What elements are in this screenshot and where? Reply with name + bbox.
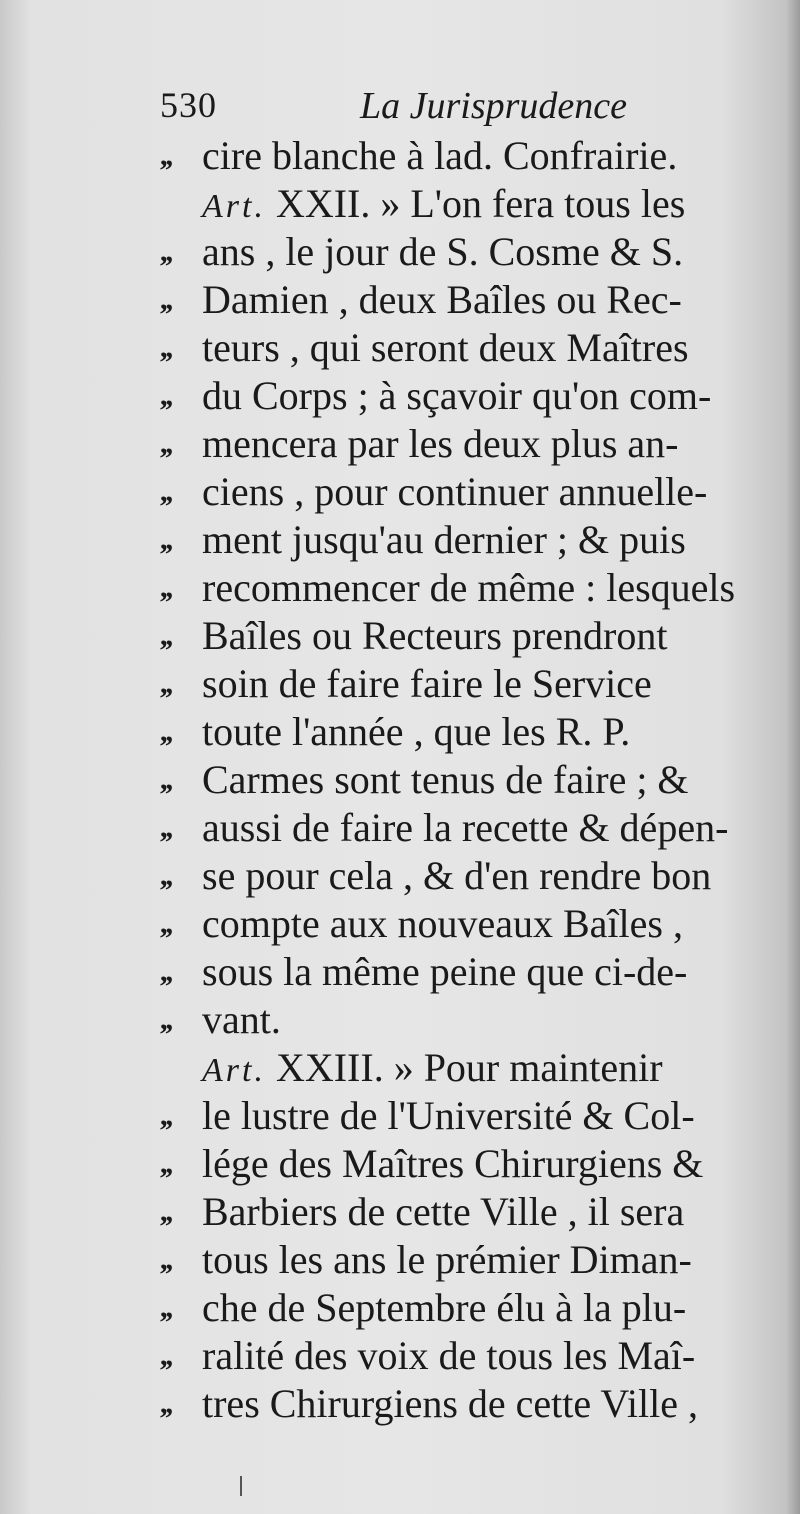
line-text: le lustre de l'Université & Col- (202, 1093, 695, 1138)
line-content (202, 1284, 686, 1332)
quotation-mark: ,, (160, 811, 171, 844)
line-content (202, 372, 711, 420)
quotation-mark: ,, (160, 1147, 171, 1180)
text-line (160, 1332, 770, 1380)
text-line (160, 420, 770, 468)
quotation-mark: ,, (160, 619, 171, 652)
line-content (202, 900, 683, 948)
article-label: Art. (202, 1052, 266, 1089)
quotation-mark: ,, (160, 763, 171, 796)
text-line (160, 516, 770, 564)
line-content (202, 948, 687, 996)
line-content (202, 564, 735, 612)
line-text: mencera par les deux plus an- (202, 421, 679, 466)
quotation-mark: ,, (160, 283, 171, 316)
footer-mark (240, 1476, 242, 1496)
text-line (160, 324, 770, 372)
quotation-mark: ,, (160, 235, 171, 268)
line-text: ciens , pour continuer annuelle- (202, 469, 708, 514)
quotation-mark: ,, (160, 571, 171, 604)
text-line (160, 468, 770, 516)
line-text: aussi de faire la recette & dépen- (202, 805, 729, 850)
line-text: Carmes sont tenus de faire ; & (202, 757, 689, 802)
text-line (160, 948, 770, 996)
quotation-mark: ,, (160, 523, 171, 556)
quotation-mark: ,, (160, 139, 171, 172)
text-line (160, 804, 770, 852)
line-content (202, 708, 630, 756)
quotation-mark: ,, (160, 1195, 171, 1228)
line-text: ment jusqu'au dernier ; & puis (202, 517, 686, 562)
quotation-mark: ,, (160, 475, 171, 508)
quotation-mark: ,, (160, 1291, 171, 1324)
quotation-mark: ,, (160, 907, 171, 940)
text-line (160, 564, 770, 612)
line-content (202, 852, 711, 900)
quotation-mark: ,, (160, 715, 171, 748)
line-text: XXII. » L'on fera tous les (265, 181, 686, 226)
line-content (202, 756, 689, 804)
text-line (160, 756, 770, 804)
line-text: ralité des voix de tous les Maî- (202, 1333, 696, 1378)
text-line (160, 180, 770, 228)
line-text: recommencer de même : lesquels (202, 565, 736, 610)
text-line (160, 1284, 770, 1332)
quotation-mark: ,, (160, 379, 171, 412)
line-text: tres Chirurgiens de cette Ville , (202, 1381, 698, 1426)
text-line (160, 1188, 770, 1236)
line-content (202, 228, 683, 276)
line-text: sous la même peine que ci-de- (202, 949, 688, 994)
text-line (160, 1092, 770, 1140)
text-line (160, 660, 770, 708)
line-content (202, 660, 652, 708)
line-content (202, 324, 689, 372)
line-content (202, 612, 667, 660)
text-line (160, 900, 770, 948)
line-content (202, 1332, 695, 1380)
line-content (202, 1044, 663, 1095)
line-text: toute l'année , que les R. P. (202, 709, 631, 754)
page-number: 530 (160, 85, 217, 125)
text-line (160, 132, 770, 180)
line-text: Barbiers de cette Ville , il sera (202, 1189, 685, 1234)
quotation-mark: ,, (160, 1339, 171, 1372)
quotation-mark: ,, (160, 1003, 171, 1036)
text-line (160, 372, 770, 420)
line-content (202, 180, 685, 231)
line-text: cire blanche à lad. Confrairie. (202, 133, 678, 178)
line-content (202, 1092, 695, 1140)
quotation-mark: ,, (160, 427, 171, 460)
line-content (202, 804, 728, 852)
quotation-mark: ,, (160, 1243, 171, 1276)
line-text: Damien , deux Baîles ou Rec- (202, 277, 682, 322)
text-line (160, 1140, 770, 1188)
quotation-mark: ,, (160, 1099, 171, 1132)
text-line (160, 852, 770, 900)
line-text: Baîles ou Recteurs prendront (202, 613, 668, 658)
line-text: che de Septembre élu à la plu- (202, 1285, 687, 1330)
line-content (202, 1236, 692, 1284)
line-content (202, 996, 281, 1044)
text-line (160, 612, 770, 660)
text-line (160, 1236, 770, 1284)
article-label: Art. (202, 188, 266, 225)
text-line (160, 276, 770, 324)
line-content (202, 1380, 698, 1428)
quotation-mark: ,, (160, 1387, 171, 1420)
line-content (202, 1188, 684, 1236)
line-text: teurs , qui seront deux Maîtres (202, 325, 689, 370)
text-line (160, 1380, 770, 1428)
page-header (160, 84, 660, 134)
quotation-mark: ,, (160, 667, 171, 700)
line-content (202, 516, 686, 564)
line-text: ans , le jour de S. Cosme & S. (202, 229, 684, 274)
text-line (160, 1044, 770, 1092)
line-content (202, 132, 677, 180)
quotation-mark: ,, (160, 859, 171, 892)
quotation-mark: ,, (160, 955, 171, 988)
text-line (160, 708, 770, 756)
text-line (160, 996, 770, 1044)
line-text: vant. (202, 997, 281, 1042)
line-content (202, 276, 682, 324)
line-content (202, 420, 678, 468)
line-content (202, 468, 707, 516)
text-line (160, 228, 770, 276)
line-text: se pour cela , & d'en rendre bon (202, 853, 712, 898)
line-content (202, 1140, 703, 1188)
line-text: XXIII. » Pour maintenir (265, 1045, 663, 1090)
line-text: tous les ans le prémier Diman- (202, 1237, 692, 1282)
running-title: La Jurisprudence (360, 85, 628, 127)
line-text: lége des Maîtres Chirurgiens & (202, 1141, 704, 1186)
page-edge-shadow (786, 0, 800, 1514)
line-text: soin de faire faire le Service (202, 661, 652, 706)
quotation-mark: ,, (160, 331, 171, 364)
line-text: du Corps ; à sçavoir qu'on com- (202, 373, 712, 418)
line-text: compte aux nouveaux Baîles , (202, 901, 683, 946)
body-text (160, 132, 770, 1428)
